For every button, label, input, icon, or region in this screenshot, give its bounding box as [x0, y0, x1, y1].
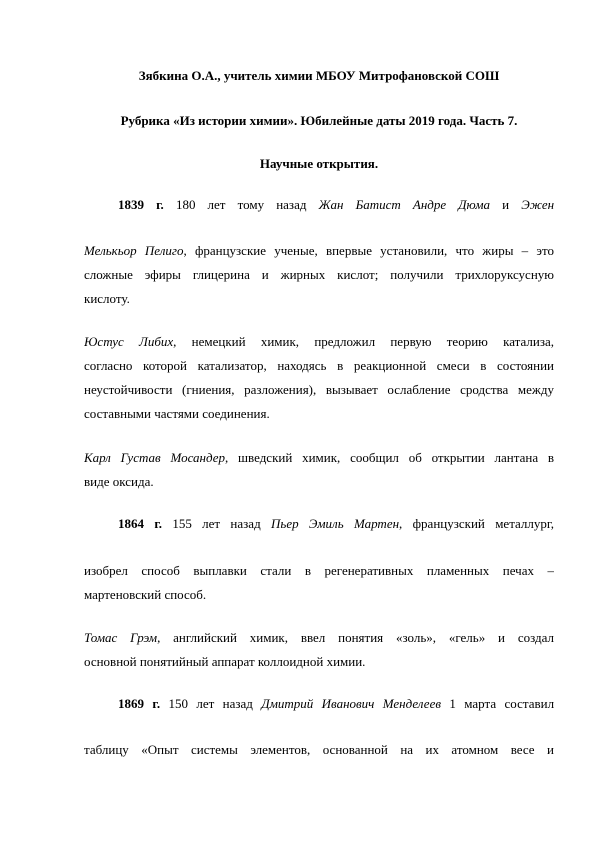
entry-1864-line-2: изобрел способ выплавки стали в регенеративных пламенных печах – — [84, 563, 554, 578]
entry-1869-year: 1869 г. — [118, 696, 161, 711]
entry-libih-line-2: согласно которой катализатор, находясь в реакционной смеси в состоянии — [84, 358, 554, 373]
entry-mosander-line-1 — [84, 450, 554, 466]
rubric-line: Рубрика «Из истории химии». Юбилейные даты 2019 года. Часть 7. — [120, 113, 518, 128]
entry-1839-text-1: , французские ученые, впервые установили, что жиры – это — [183, 243, 554, 258]
entry-1839-year: 1839 г. — [118, 197, 164, 212]
entry-1864-person: Пьер Эмиль Мартен — [271, 516, 400, 531]
entry-graham-line-1 — [84, 630, 554, 646]
entry-1864-text-1: , французский металлург, — [399, 516, 554, 531]
entry-1869-person: Дмитрий Иванович Менделеев — [261, 696, 441, 711]
author-line: Зябкина О.А., учитель химии МБОУ Митрофановской СОШ — [138, 68, 500, 83]
entry-1839-line-1 — [118, 197, 554, 213]
entry-libih-text-1: , немецкий химик, предложил первую теорию катализа, — [173, 334, 554, 349]
entry-1864-intro: 155 лет назад — [172, 516, 261, 531]
entry-1869-line-1 — [118, 696, 554, 712]
entry-1839-person-2b: Мелькьор Пелиго — [84, 243, 184, 258]
entry-1839-and: и — [502, 197, 510, 212]
entry-1864-line-3: мартеновский способ. — [84, 587, 207, 602]
entry-1839-line-4: кислоту. — [84, 291, 130, 306]
entry-1869-line-2: таблицу «Опыт системы элементов, основанной на их атомном весе и — [84, 742, 554, 757]
entry-graham-text-1: , английский химик, ввел понятия «золь», «гель» и создал — [157, 630, 554, 645]
entry-graham-line-2: основной понятийный аппарат коллоидной химии. — [84, 654, 366, 669]
entry-1839-person-1: Жан Батист Андре Дюма — [318, 197, 490, 212]
entry-1839-intro: 180 лет тому назад — [175, 197, 307, 212]
entry-mosander-text-1: , шведский химик, сообщил об открытии лантана в — [224, 450, 554, 465]
entry-1839-person-2a: Эжен — [521, 197, 554, 212]
entry-1864-year: 1864 г. — [118, 516, 163, 531]
entry-mosander-person: Карл Густав Мосандер — [84, 450, 225, 465]
entry-mosander-line-2: виде оксида. — [84, 474, 154, 489]
section-title: Научные открытия. — [259, 156, 379, 171]
entry-graham-person: Томас Грэм — [84, 630, 158, 645]
entry-1839-line-3: сложные эфиры глицерина и жирных кислот; получили трихлоруксусную — [84, 267, 554, 282]
entry-1864-line-1 — [118, 516, 554, 532]
entry-libih-line-4: составными частями соединения. — [84, 406, 270, 421]
entry-libih-person: Юстус Либих — [84, 334, 174, 349]
entry-libih-line-3: неустойчивости (гниения, разложения), вызывает ослабление сродства между — [84, 382, 554, 397]
entry-1839-line-2 — [84, 243, 554, 259]
entry-libih-line-1 — [84, 334, 554, 350]
entry-1869-text-1: 1 марта составил — [449, 696, 554, 711]
entry-1869-intro: 150 лет назад — [168, 696, 253, 711]
